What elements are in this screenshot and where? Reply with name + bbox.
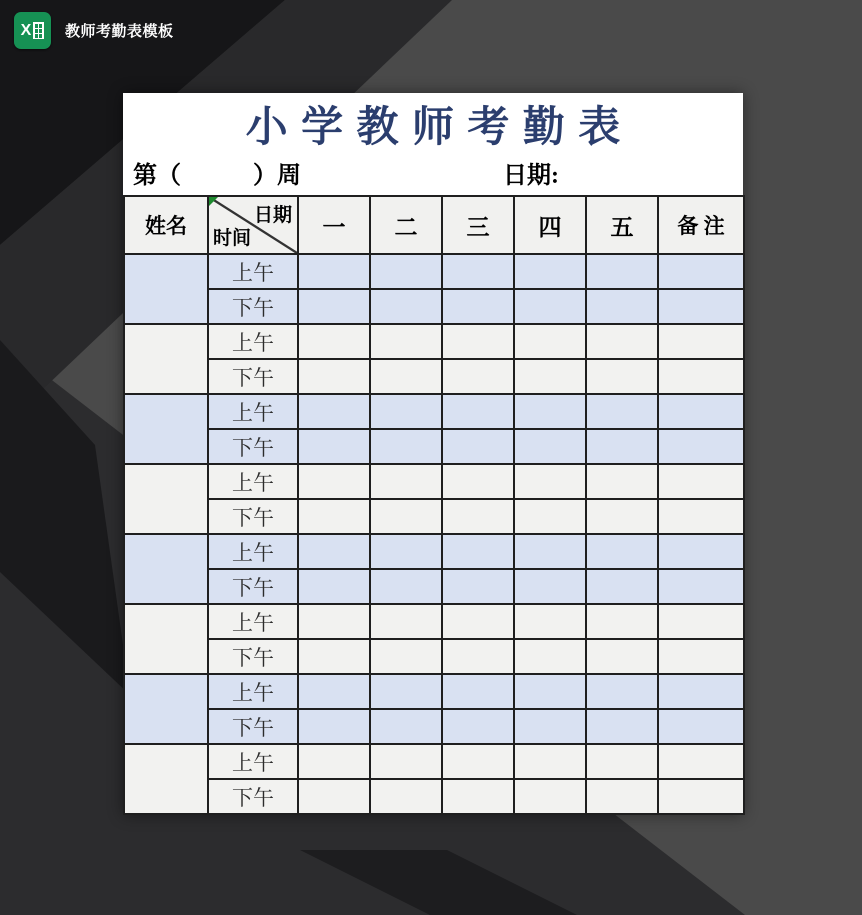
attendance-cell[interactable]: [442, 254, 514, 289]
attendance-cell[interactable]: [370, 324, 442, 359]
attendance-cell[interactable]: [586, 569, 658, 604]
attendance-cell[interactable]: [514, 254, 586, 289]
remark-cell[interactable]: [658, 464, 744, 499]
table-row-afternoon: [124, 429, 744, 464]
attendance-cell[interactable]: [586, 779, 658, 814]
attendance-cell[interactable]: [370, 429, 442, 464]
attendance-cell[interactable]: [442, 359, 514, 394]
attendance-cell[interactable]: [514, 324, 586, 359]
teacher-name-cell[interactable]: [124, 254, 208, 324]
attendance-cell[interactable]: [514, 429, 586, 464]
attendance-table: [123, 195, 745, 815]
attendance-cell[interactable]: [514, 709, 586, 744]
header-day-fri: 五: [586, 196, 658, 254]
header-day-thu: 四: [514, 196, 586, 254]
teacher-name-cell[interactable]: [124, 394, 208, 464]
header-remark: 备 注: [658, 196, 744, 254]
attendance-cell[interactable]: [370, 604, 442, 639]
teacher-name-cell[interactable]: [124, 464, 208, 534]
attendance-cell[interactable]: [370, 254, 442, 289]
period-label-morning: 上午: [208, 464, 298, 499]
attendance-cell[interactable]: [370, 779, 442, 814]
spreadsheet-grid-glyph: [33, 22, 44, 39]
remark-cell[interactable]: [658, 394, 744, 429]
attendance-cell[interactable]: [298, 289, 370, 324]
table-row-afternoon: [124, 639, 744, 674]
header-time: 时间: [213, 228, 252, 249]
sheet-title: 小学教师考勤表: [245, 105, 634, 151]
remark-cell[interactable]: [658, 604, 744, 639]
period-label-morning: 上午: [208, 324, 298, 359]
period-label-afternoon: 下午: [208, 569, 298, 604]
attendance-cell[interactable]: [586, 744, 658, 779]
attendance-cell[interactable]: [442, 394, 514, 429]
table-row-afternoon: [124, 499, 744, 534]
remark-cell[interactable]: [658, 254, 744, 289]
spreadsheet-document: [123, 93, 743, 815]
attendance-cell[interactable]: [514, 674, 586, 709]
table-row-morning: [124, 604, 744, 639]
attendance-cell[interactable]: [514, 499, 586, 534]
attendance-cell[interactable]: [370, 534, 442, 569]
attendance-cell[interactable]: [514, 359, 586, 394]
attendance-cell[interactable]: [298, 429, 370, 464]
table-row-morning: [124, 324, 744, 359]
attendance-cell[interactable]: [370, 744, 442, 779]
attendance-cell[interactable]: [586, 254, 658, 289]
attendance-cell[interactable]: [514, 289, 586, 324]
period-label-afternoon: 下午: [208, 429, 298, 464]
period-label-morning: 上午: [208, 534, 298, 569]
attendance-cell[interactable]: [370, 499, 442, 534]
table-row-afternoon: [124, 359, 744, 394]
attendance-cell[interactable]: [586, 394, 658, 429]
teacher-name-cell[interactable]: [124, 324, 208, 394]
attendance-cell[interactable]: [442, 289, 514, 324]
attendance-cell[interactable]: [298, 744, 370, 779]
table-row-afternoon: [124, 779, 744, 814]
period-label-afternoon: 下午: [208, 499, 298, 534]
attendance-cell[interactable]: [442, 569, 514, 604]
table-row-morning: [124, 534, 744, 569]
teacher-name-cell[interactable]: [124, 534, 208, 604]
remark-cell[interactable]: [658, 569, 744, 604]
remark-cell[interactable]: [658, 709, 744, 744]
header-row: [124, 196, 744, 254]
attendance-cell[interactable]: [514, 779, 586, 814]
attendance-cell[interactable]: [298, 779, 370, 814]
header-day-tue: 二: [370, 196, 442, 254]
attendance-cell[interactable]: [298, 569, 370, 604]
period-label-afternoon: 下午: [208, 779, 298, 814]
attendance-cell[interactable]: [586, 464, 658, 499]
attendance-cell[interactable]: [514, 534, 586, 569]
teacher-name-cell[interactable]: [124, 604, 208, 674]
attendance-cell[interactable]: [298, 674, 370, 709]
attendance-cell[interactable]: [442, 779, 514, 814]
attendance-cell[interactable]: [586, 674, 658, 709]
date-label: 日期:: [503, 163, 559, 189]
table-row-morning: [124, 394, 744, 429]
header-name: 姓名: [124, 196, 208, 254]
attendance-cell[interactable]: [298, 499, 370, 534]
table-row-morning: [124, 464, 744, 499]
attendance-cell[interactable]: [298, 394, 370, 429]
attendance-cell[interactable]: [298, 709, 370, 744]
attendance-cell[interactable]: [442, 709, 514, 744]
attendance-cell[interactable]: [586, 359, 658, 394]
period-label-morning: 上午: [208, 394, 298, 429]
teacher-name-cell[interactable]: [124, 674, 208, 744]
attendance-cell[interactable]: [586, 499, 658, 534]
attendance-cell[interactable]: [586, 604, 658, 639]
attendance-cell[interactable]: [370, 289, 442, 324]
attendance-cell[interactable]: [370, 674, 442, 709]
attendance-cell[interactable]: [298, 639, 370, 674]
week-number-label: 第（ ）周: [133, 163, 301, 189]
file-title: 教师考勤表模板: [65, 23, 174, 40]
excel-icon: X: [14, 12, 51, 49]
remark-cell[interactable]: [658, 429, 744, 464]
attendance-cell[interactable]: [442, 464, 514, 499]
attendance-cell[interactable]: [514, 394, 586, 429]
attendance-cell[interactable]: [586, 709, 658, 744]
table-row-morning: [124, 254, 744, 289]
table-row-afternoon: [124, 289, 744, 324]
attendance-cell[interactable]: [586, 429, 658, 464]
header-date: 日期: [253, 205, 292, 226]
attendance-cell[interactable]: [298, 604, 370, 639]
remark-cell[interactable]: [658, 779, 744, 814]
period-label-morning: 上午: [208, 744, 298, 779]
attendance-cell[interactable]: [442, 744, 514, 779]
table-row-afternoon: [124, 569, 744, 604]
attendance-cell[interactable]: [586, 534, 658, 569]
table-row-morning: [124, 674, 744, 709]
period-label-morning: 上午: [208, 674, 298, 709]
period-label-afternoon: 下午: [208, 639, 298, 674]
remark-cell[interactable]: [658, 674, 744, 709]
teacher-name-cell[interactable]: [124, 744, 208, 814]
attendance-cell[interactable]: [586, 639, 658, 674]
attendance-cell[interactable]: [514, 604, 586, 639]
cell-comment-flag-icon: [209, 197, 218, 206]
remark-cell[interactable]: [658, 359, 744, 394]
attendance-cell[interactable]: [298, 359, 370, 394]
attendance-cell[interactable]: [370, 709, 442, 744]
attendance-cell[interactable]: [298, 254, 370, 289]
remark-cell[interactable]: [658, 744, 744, 779]
attendance-cell[interactable]: [298, 324, 370, 359]
remark-cell[interactable]: [658, 289, 744, 324]
header-day-wed: 三: [442, 196, 514, 254]
attendance-cell[interactable]: [514, 569, 586, 604]
attendance-cell[interactable]: [442, 534, 514, 569]
remark-cell[interactable]: [658, 639, 744, 674]
period-label-morning: 上午: [208, 604, 298, 639]
period-label-afternoon: 下午: [208, 289, 298, 324]
attendance-cell[interactable]: [442, 429, 514, 464]
attendance-cell[interactable]: [370, 569, 442, 604]
table-row-morning: [124, 744, 744, 779]
attendance-cell[interactable]: [370, 639, 442, 674]
attendance-cell[interactable]: [298, 464, 370, 499]
remark-cell[interactable]: [658, 324, 744, 359]
period-label-afternoon: 下午: [208, 359, 298, 394]
attendance-cell[interactable]: [514, 464, 586, 499]
titlebar: [14, 12, 174, 49]
header-day-mon: 一: [298, 196, 370, 254]
attendance-cell[interactable]: [298, 534, 370, 569]
remark-cell[interactable]: [658, 499, 744, 534]
attendance-cell[interactable]: [514, 744, 586, 779]
attendance-cell[interactable]: [370, 359, 442, 394]
attendance-cell[interactable]: [442, 604, 514, 639]
attendance-cell[interactable]: [514, 639, 586, 674]
sheet-subheader: [123, 159, 743, 195]
attendance-cell[interactable]: [586, 324, 658, 359]
attendance-cell[interactable]: [442, 324, 514, 359]
attendance-cell[interactable]: [442, 499, 514, 534]
attendance-cell[interactable]: [442, 674, 514, 709]
remark-cell[interactable]: [658, 534, 744, 569]
period-label-morning: 上午: [208, 254, 298, 289]
attendance-cell[interactable]: [586, 289, 658, 324]
table-row-afternoon: [124, 709, 744, 744]
attendance-cell[interactable]: [370, 464, 442, 499]
attendance-cell[interactable]: [370, 394, 442, 429]
period-label-afternoon: 下午: [208, 709, 298, 744]
attendance-cell[interactable]: [442, 639, 514, 674]
header-date-time-diagonal: [208, 196, 298, 254]
